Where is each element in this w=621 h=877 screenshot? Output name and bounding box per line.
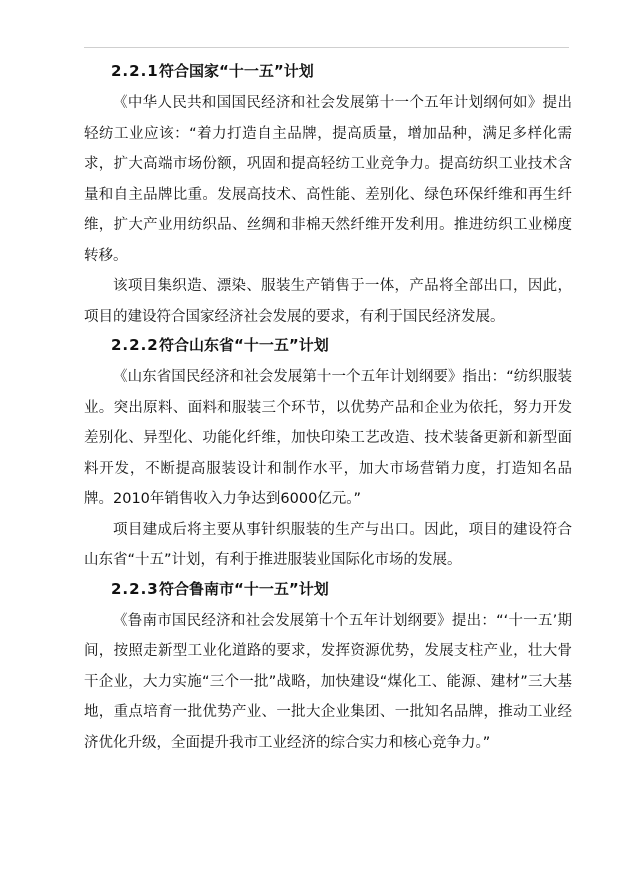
section-number: 2.2.1 [111,62,159,80]
section-number: 2.2.3 [111,579,159,598]
section-heading-2-2-3 [111,578,572,600]
paragraph: 该项目集织造、漂染、服装生产销售于一体，产品将全部出口，因此，项目的建设符合国家经济社会发展的要求，有利于国民经济发展。 [84,278,572,325]
section-heading-2-2-2 [111,334,572,356]
paragraph: 《山东省国民经济和社会发展第十一个五年计划纲要》指出：“纺织服装业。突出原料、面料和服装三个环节，以优势产品和企业为依托，努力开发差别化、异型化、功能化纤维，加快印染工艺改造、技术装备更新和新型面料开发，不断提高服装设计和制作水平，加大市场营销力度，打造知名品牌。2010年销售收入力争达到6000亿元。” [84,369,572,507]
paragraph: 《鲁南市国民经济和社会发展第十个五年计划纲要》提出：“‘十一五’期间，按照走新型工业化道路的要求，发挥资源优势，发展支柱产业，壮大骨干企业，大力实施“三个一批”战略，加快建设“煤化工、能源、建材”三大基地，重点培育一批优势产业、一批大企业集团、一批知名品牌，推动工业经济优化升级，全面提升我市工业经济的综合实力和核心竞争力。” [84,612,572,751]
paragraph: 项目建成后将主要从事针织服装的生产与出口。因此，项目的建设符合山东省“十五”计划，有利于推进服装业国际化市场的发展。 [84,521,572,568]
section-title: 符合山东省“十一五”计划 [159,336,329,354]
section-heading-2-2-1 [111,60,572,82]
section-title: 符合鲁南市“十一五”计划 [159,579,329,598]
header-rule [84,47,569,48]
paragraph: 《中华人民共和国国民经济和社会发展第十一个五年计划纲何如》提出轻纺工业应该：“着力打造自主品牌，提高质量，增加品种，满足多样化需求，扩大高端市场份额，巩固和提高轻纺工业竞争力。提高纺织工业技术含量和自主品牌比重。发展高技术、高性能、差别化、绿色环保纤维和再生纤维，扩大产业用纺织品、丝绸和非棉天然纤维开发利用。推进纺织工业梯度转移。 [84,95,572,264]
section-number: 2.2.2 [111,336,159,354]
document-body [84,60,572,758]
section-title: 符合国家“十一五”计划 [159,62,314,80]
